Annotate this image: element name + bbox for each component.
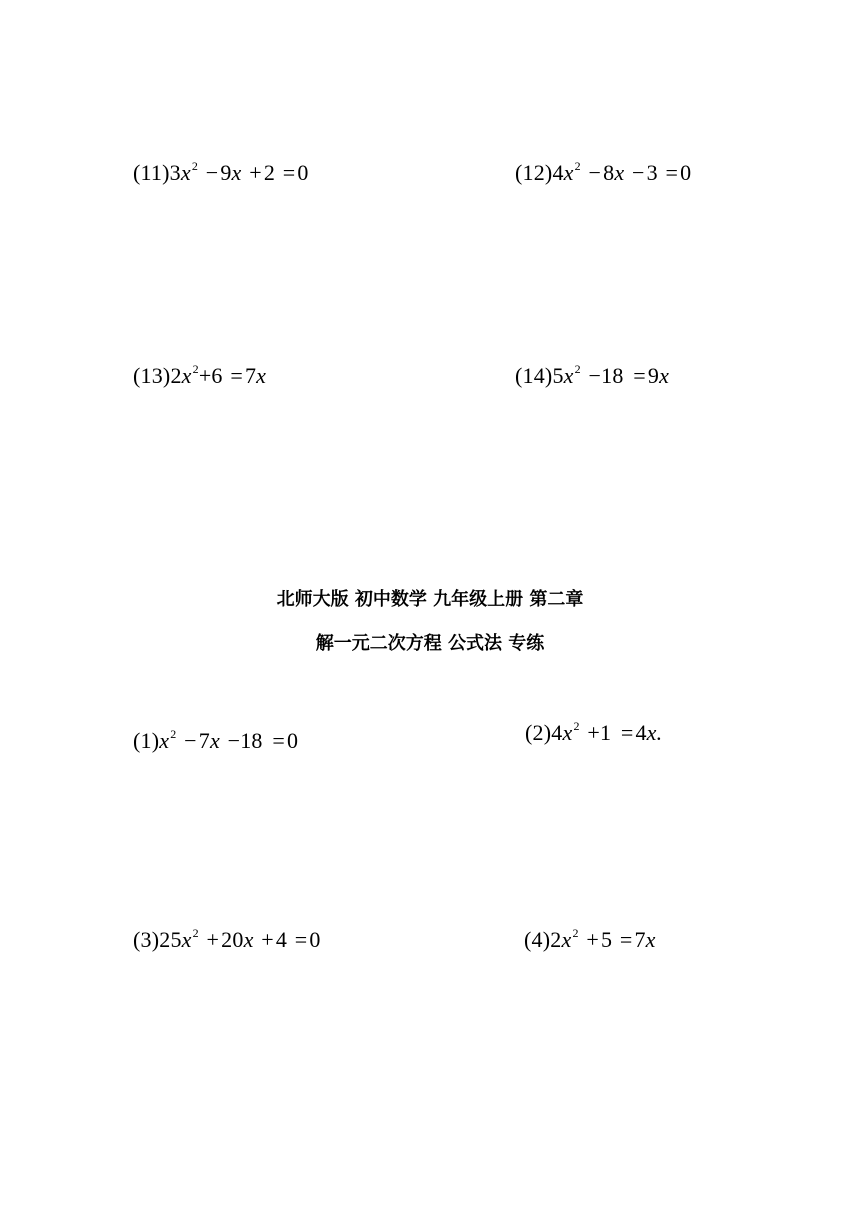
equation-label: (14) <box>515 363 553 388</box>
equation-14: $(14)5x^2 -18 =9x$ <box>515 362 670 388</box>
equation-12: $(12)4x^2 -8x -3 =0$ <box>515 159 692 185</box>
equation-3: $(3)25x^2 +20x +4 =0$ <box>133 926 321 952</box>
equation-label: (3) <box>133 927 160 952</box>
equation-label: (11) <box>133 160 170 185</box>
equation-13: $(13)2x^2+6 =7x$ <box>133 362 267 388</box>
equation-label: (2) <box>525 720 552 745</box>
equation-11: $(11)3x^2 -9x +2 =0$ <box>133 159 309 185</box>
equation-label: (12) <box>515 160 553 185</box>
equation-label: (13) <box>133 363 171 388</box>
worksheet-title: 解一元二次方程 公式法 专练 <box>315 633 545 654</box>
equation-4: $(4)2x^2 +5 =7x$ <box>524 926 656 952</box>
equation-label: (1) <box>133 728 160 753</box>
series-title: 北师大版 初中数学 九年级上册 第二章 <box>276 589 584 610</box>
equation-2: $(2)4x^2 +1 =4x$. <box>525 719 663 745</box>
equation-label: (4) <box>524 927 551 952</box>
equation-1: $(1)x^2 -7x -18 =0$ <box>133 727 299 753</box>
